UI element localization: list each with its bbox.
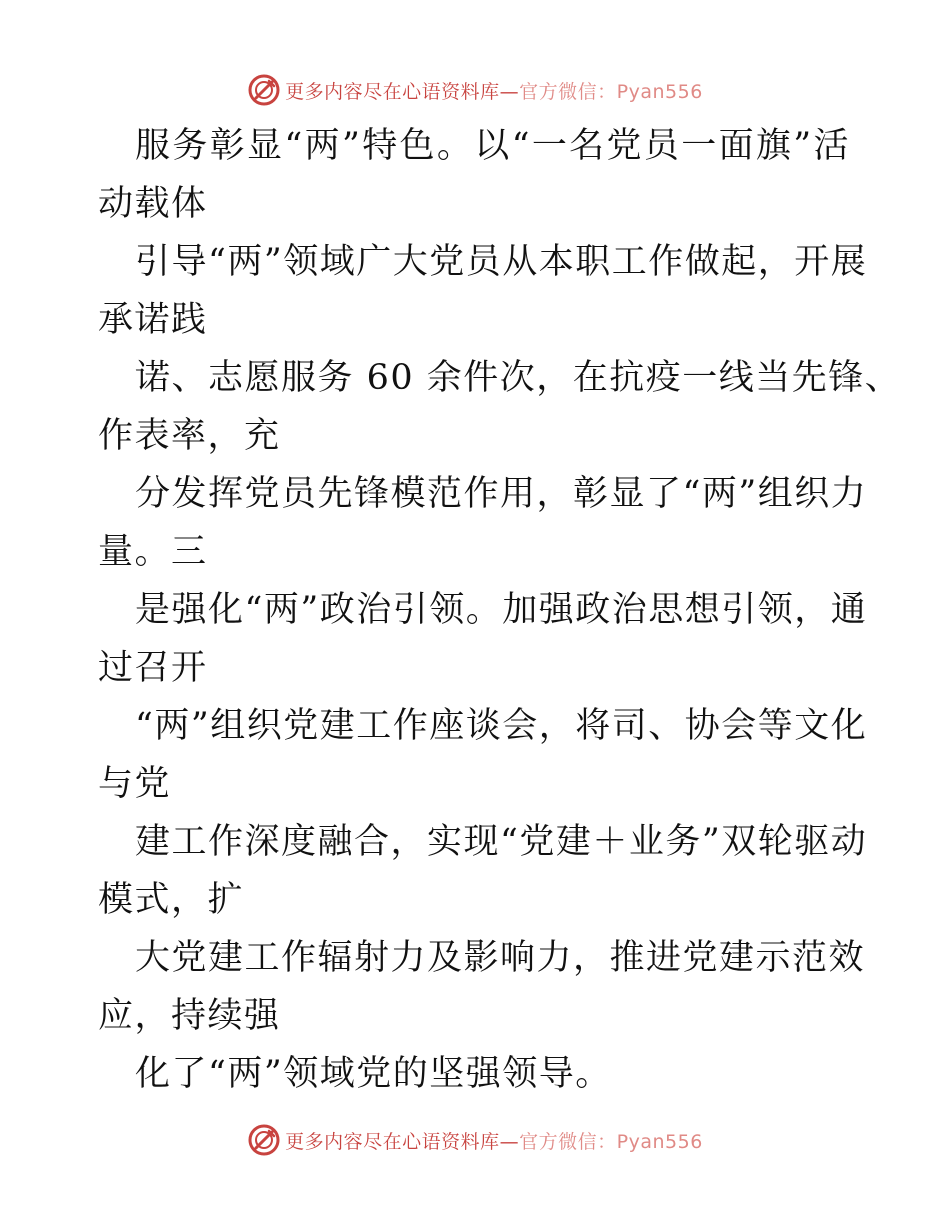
text-line: 大党建工作辐射力及影响力，推进党建示范效 xyxy=(135,938,866,978)
watermark-official: 官方微信：Pyan556 xyxy=(519,1130,703,1153)
text-line: 引导“两”领域广大党员从本职工作做起，开展 xyxy=(135,242,868,282)
header-watermark xyxy=(0,70,950,110)
text-line: 量。三 xyxy=(98,532,208,572)
text-line: “两”组织党建工作座谈会，将司、协会等文化 xyxy=(135,706,868,746)
watermark-official: 官方微信：Pyan556 xyxy=(519,80,703,103)
text-line: 分发挥党员先锋模范作用，彰显了“两”组织力 xyxy=(135,474,868,514)
text-line: 承诺践 xyxy=(98,300,208,340)
watermark-text xyxy=(285,77,703,104)
footer-watermark xyxy=(0,1120,950,1160)
text-line: 模式，扩 xyxy=(98,880,245,920)
text-line: 过召开 xyxy=(98,648,208,688)
seal-logo-icon xyxy=(247,73,281,107)
text-line: 诺、志愿服务 60 余件次，在抗疫一线当先锋、 xyxy=(135,358,902,398)
watermark-dash: — xyxy=(499,1130,520,1153)
watermark-text xyxy=(285,1127,703,1154)
watermark-main: 更多内容尽在心语资料库 xyxy=(285,80,500,103)
text-line: 是强化“两”政治引领。加强政治思想引领，通 xyxy=(135,590,868,630)
watermark-main: 更多内容尽在心语资料库 xyxy=(285,1130,500,1153)
text-line: 动载体 xyxy=(98,184,208,224)
seal-logo-icon xyxy=(247,1123,281,1157)
text-line: 应，持续强 xyxy=(98,996,281,1036)
text-line: 建工作深度融合，实现“党建＋业务”双轮驱动 xyxy=(135,822,868,862)
text-line: 作表率，充 xyxy=(98,416,281,456)
text-line: 与党 xyxy=(98,764,172,804)
watermark-dash: — xyxy=(499,80,520,103)
text-line: 服务彰显“两”特色。以“一名党员一面旗”活 xyxy=(135,126,850,166)
text-line: 化了“两”领域党的坚强领导。 xyxy=(135,1054,612,1094)
